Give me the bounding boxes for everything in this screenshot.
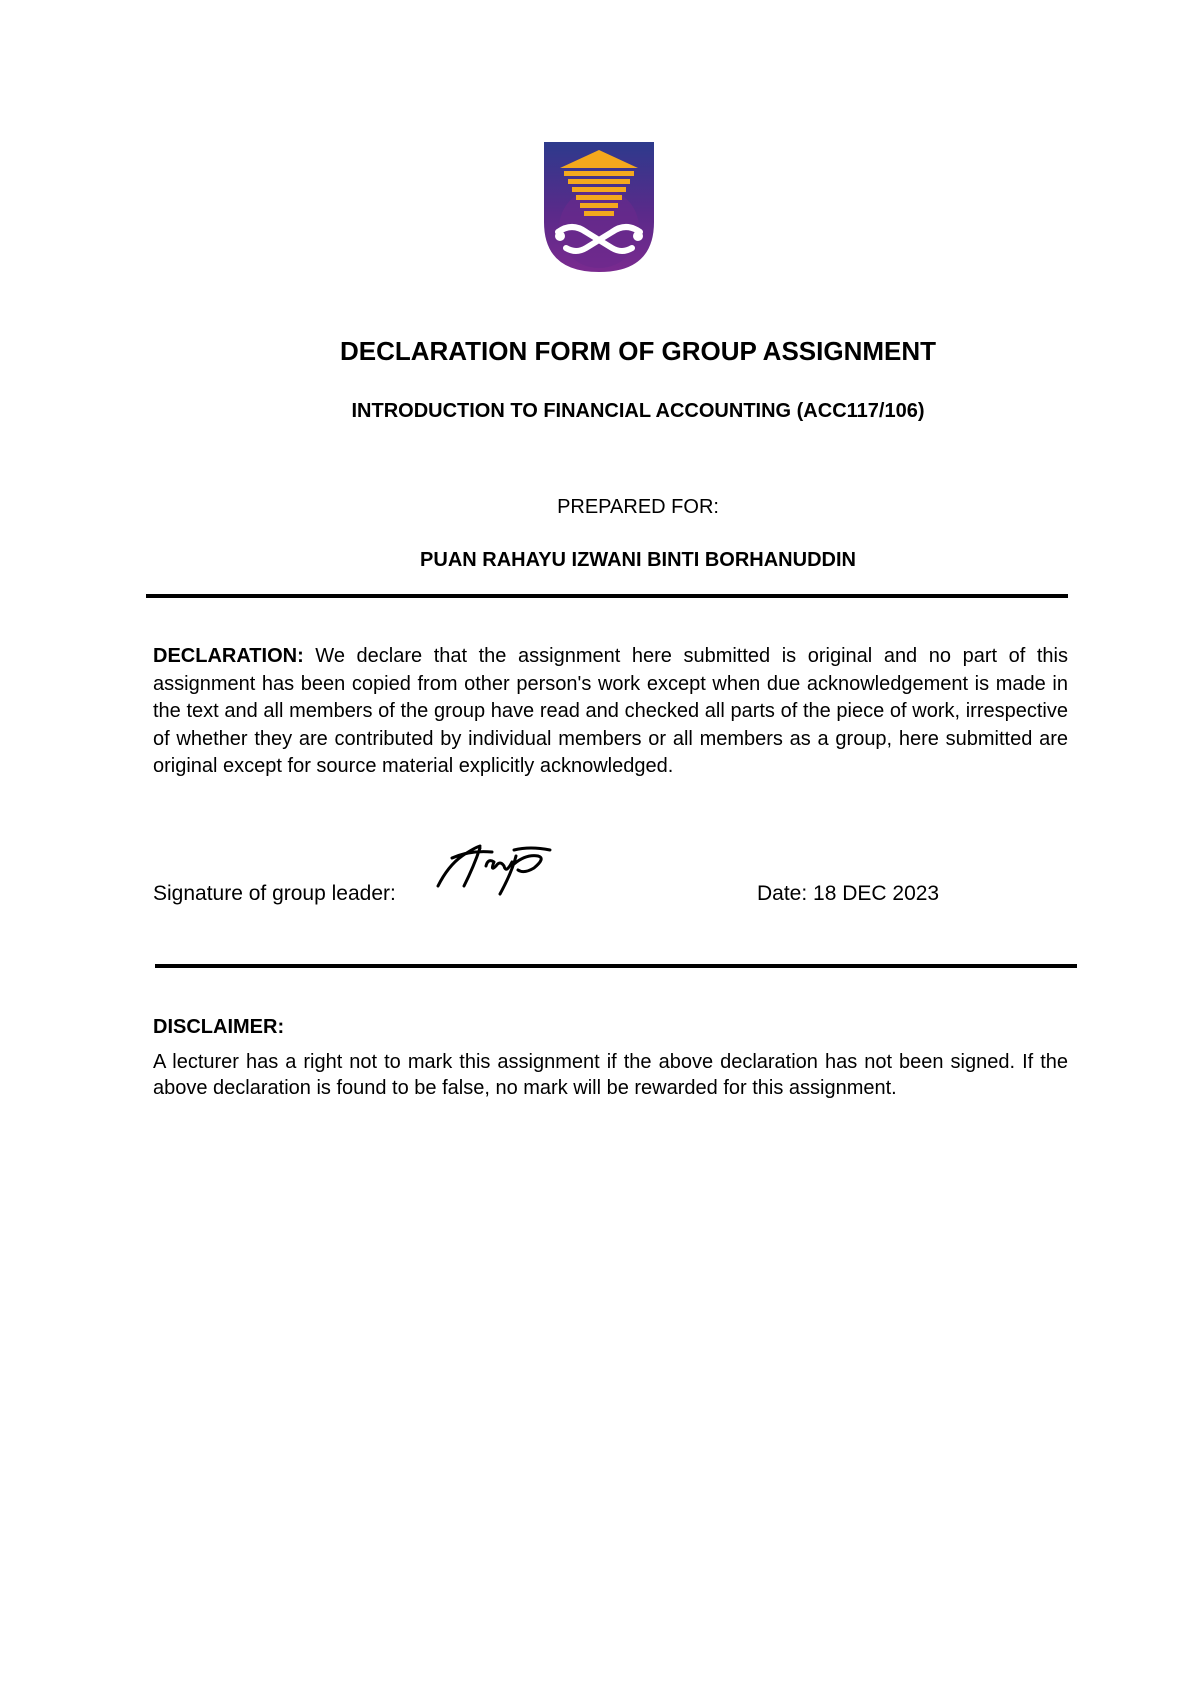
signature-label: Signature of group leader: [153,882,396,905]
course-title: INTRODUCTION TO FINANCIAL ACCOUNTING (ACC117/106) [351,400,925,422]
university-crest-logo [542,140,656,274]
lecturer-name: PUAN RAHAYU IZWANI BINTI BORHANUDDIN [420,549,856,571]
signature-date: Date: 18 DEC 2023 [757,882,940,905]
prepared-for-label: PREPARED FOR: [557,496,719,518]
declaration-paragraph [153,643,1068,781]
declaration-label: DECLARATION: [153,645,304,667]
handwritten-signature [434,836,554,896]
disclaimer-text: A lecturer has a right not to mark this assignment if the above declaration has not been signed. If the above declaration is found to be false, no mark will be rewarded for this assignment. [153,1051,1068,1099]
divider-bottom [155,964,1077,968]
disclaimer-heading: DISCLAIMER: [153,1016,285,1038]
divider-top [146,594,1068,598]
declaration-text: We declare that the assignment here submitted is original and no part of this assignment has been copied from other person's work except when due acknowledgement is made in the text and all members of the group have read and checked all parts of the piece of work, irrespective of whether they are contributed by individual members or all members as a group, here submitted are original except for source material explicitly acknowledged. [153,645,1068,778]
document-title: DECLARATION FORM OF GROUP ASSIGNMENT [339,336,937,366]
